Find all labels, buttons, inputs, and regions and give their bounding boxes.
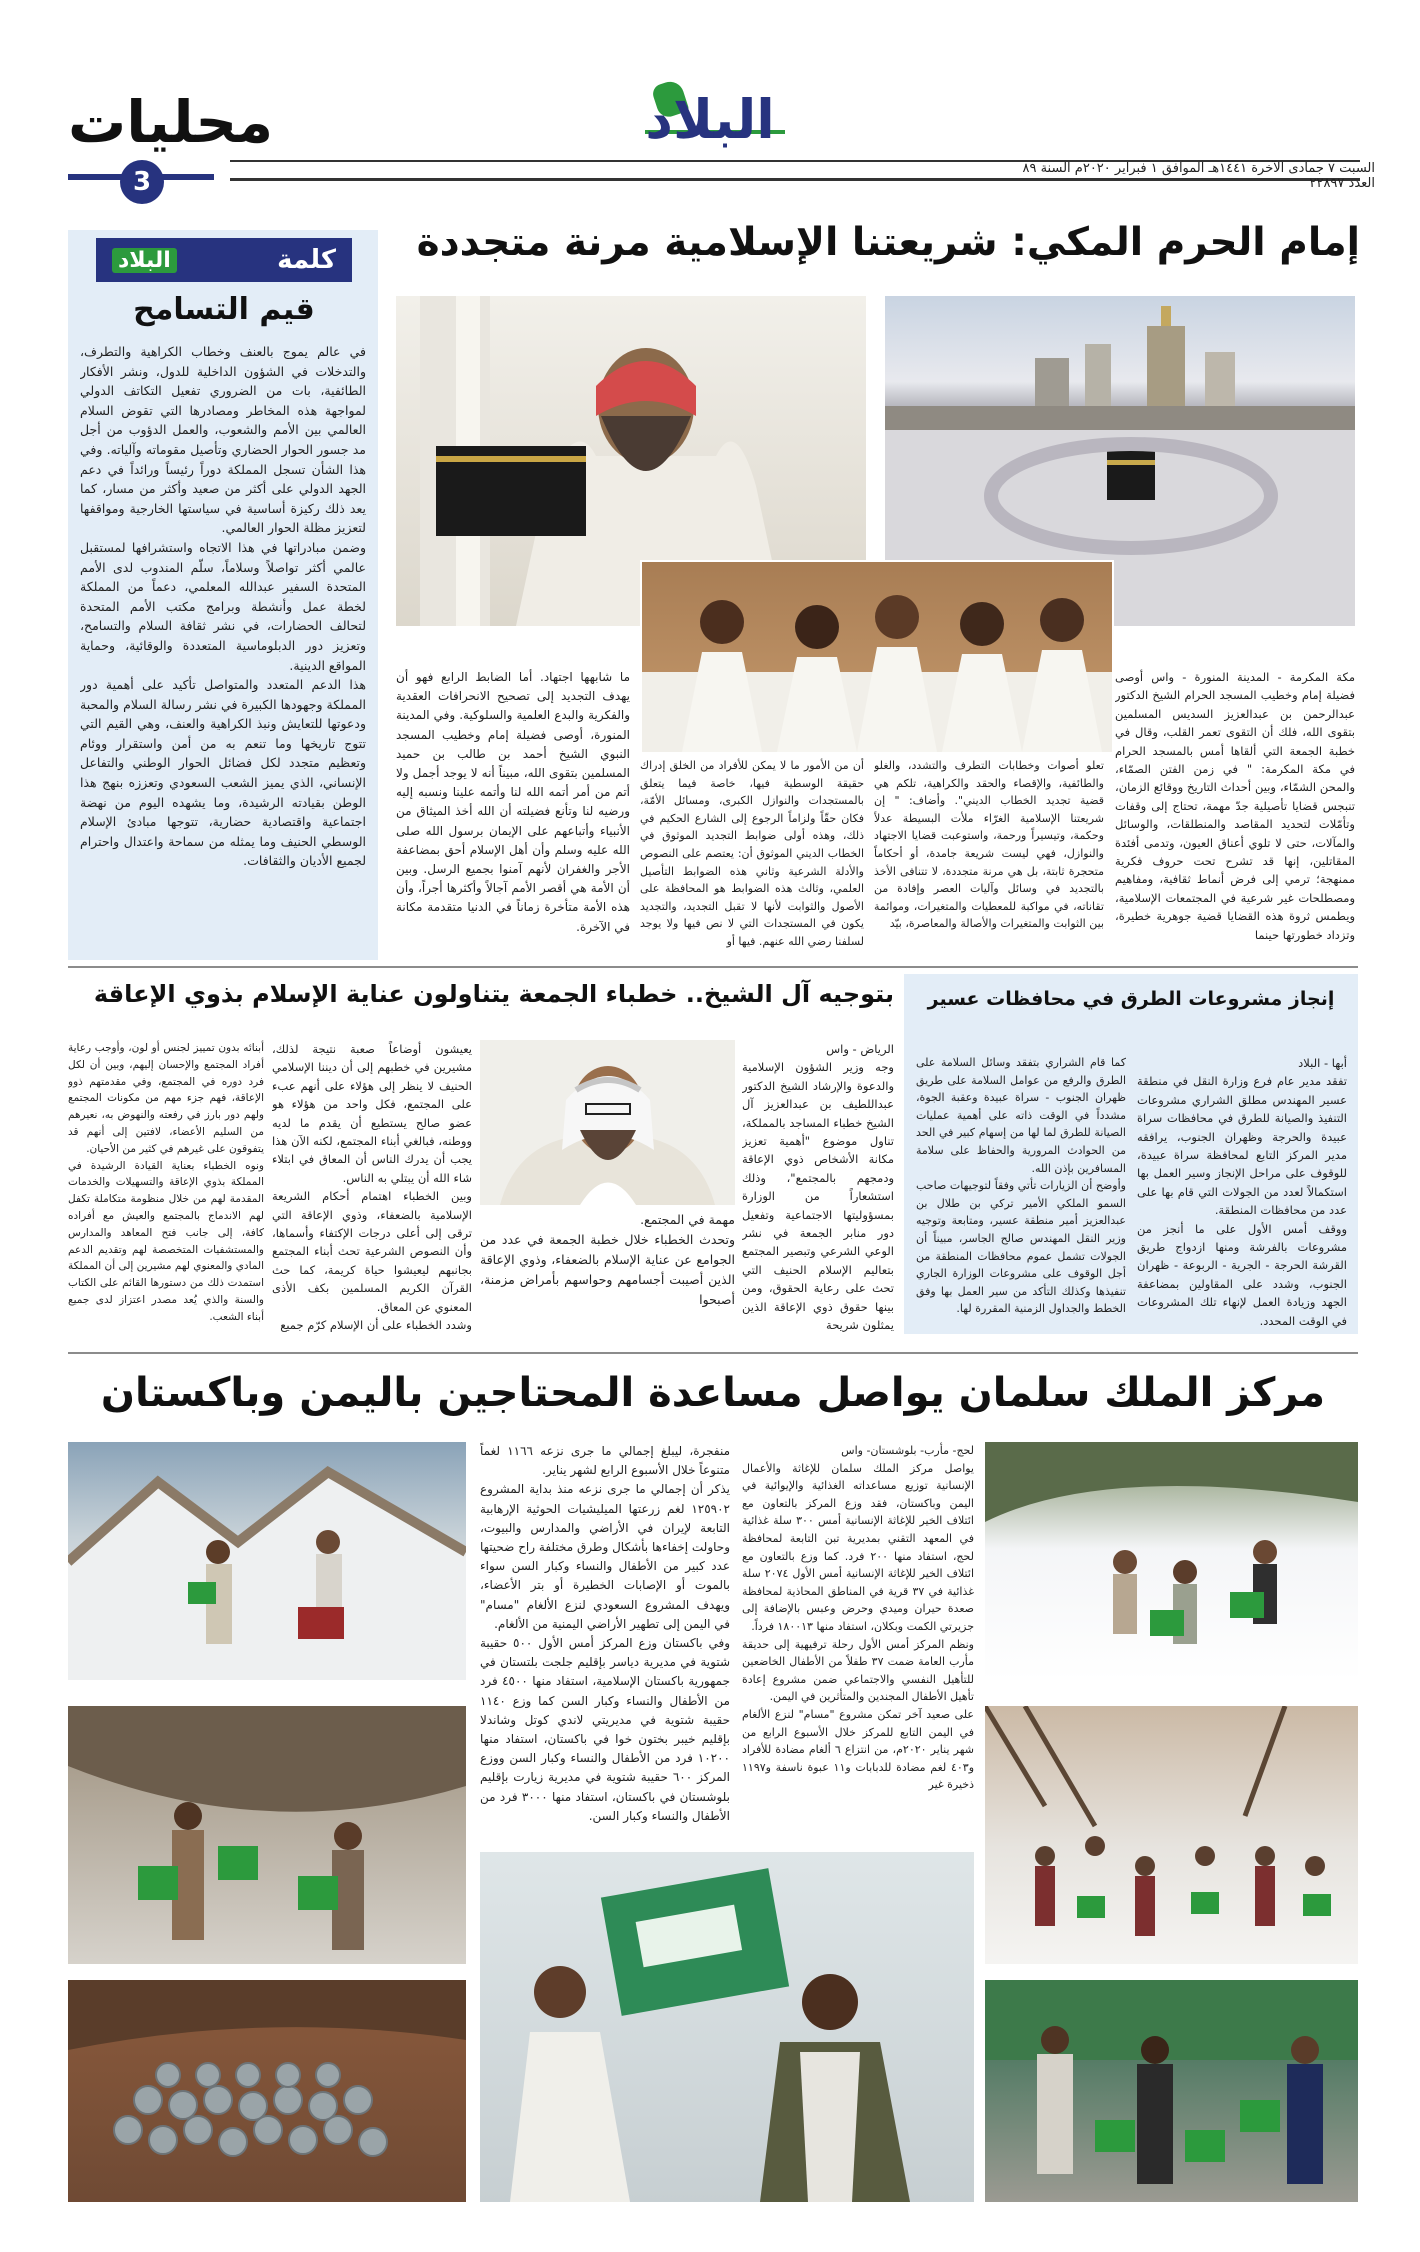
lead-column-3: أن من الأمور ما لا يمكن للأفراد من الخلق إدراك حقيقة الوسطية فيها، خاصة فيما يتعلق بالمستجدات والنوازل الكبرى، ومسائل الأمّة، فكان حقّاً ولزاماً الرجوع إلى الشارع الحكيم في ذلك، وهذه أولى ضوابط التجديد الموثوق في الخطاب الديني الموثوق أن: يعتصم على النصوص والأدلة الشرعية وثاني هذه الضوابط التأصيل العلمي، وثالث هذه الضوابط هو المحافظة على الأصول والثوابت لأنها لا تقبل التجديد، والتجديد يكون في المستجدات التي لا نص فيها ولا يوجد لسلفنا رضي الله عنهم. فيها أو bbox=[640, 759, 864, 948]
sheikh-column-3: يعيشون أوضاعاً صعبة نتيجة لذلك، مشيرين في خطبهم إلى أن ديننا الإسلامي الحنيف لا ينظر إلى هؤلاء على أنهم عبء على المجتمع، فكل واحد من هؤلاء هو عضو صالح يستطيع أن يقدم ما لديه ووطنه، فبالغي أبناء المجتمع، لكنه الآن هذا يجب أن يدرك الناس أن المعاق في ابتلاء شاء الله أن يبتلي به الناس. وبين الخطباء اهتمام أحكام الشريعة الإسلامية بالضعفاء، وذوي الإعاقة التي ترقى إلى أعلى درجات الإكتفاء وأسماها، وأن النصوص الشرعية تحث أبناء المجتمع بجانبهم ليعيشوا حياة كريمة، كما حث القرآن الكريم المسلمين بكف الأذى المعنوي عن المعاق. وشدد الخطباء على أن الإسلام كرّم جميع bbox=[272, 1042, 472, 1333]
landmines-photo bbox=[68, 1980, 466, 2202]
sheikh-portrait bbox=[480, 1040, 735, 1205]
lead-headline: إمام الحرم المكي: شريعتنا الإسلامية مرنة متجددة bbox=[416, 220, 1360, 265]
divider-1 bbox=[68, 966, 1358, 968]
editorial-label: كلمة bbox=[277, 245, 336, 275]
date-line: السبت ٧ جمادى الآخرة ١٤٤١هـ الموافق ١ فبراير ٢٠٢٠م السنة ٨٩ العدد ٢٢٨٩٧ bbox=[1022, 161, 1375, 191]
roads-column-2: كما قام الشراري بتفقد وسائل السلامة على الطرق والرفع من عوامل السلامة على طريق ظهران الجنوب - سراة عبيدة وعقبة الجوة، مشدداً في الوقت ذاته على أهمية عمليات الصيانة للطرق لما لها من إسهام كبير في الحد من الحوادث المرورية والحفاظ على سلامة المسافرين بإذن الله. وأوضح أن الزيارات تأتي وفقاً لتوجيهات صاحب السمو الملكي الأمير تركي بن طلال بن عبدالعزيز أمير منطقة عسير، ومتابعة وتوجيه وزير النقل المهندس صالح الجاسر، مبيناً أن الجولات تشمل عموم محافظات المنطقة من أجل الوقوف على مشروعات الوزارة الجاري تنفيذها وكذلك التأكد من سير العمل بها وفق الخطط والجداول الزمنية المقررة لها. bbox=[916, 1056, 1126, 1316]
ksrelief-column-2: منفجرة، ليبلغ إجمالي ما جرى نزعه ١١٦٦ لغماً متنوعاً خلال الأسبوع الرابع لشهر يناير. يذكر أن إجمالي ما جرى نزعه منذ بداية المشروع ١٢٥٩٠٢ لغم زرعتها الميليشيات الحوثية الإرهابية التابعة لإيران في الأراضي والمدارس والبيوت، وحاولت إخفاءها بأشكال وطرق مختلفة راح ضحيتها عدد كبير من الأطفال والنساء وكبار السن سواء بالموت أو الإصابات الخطيرة أو بتر الأعضاء، ويهدف المشروع السعودي لنزع الألغام "مسام" في اليمن إلى تطهير الأراضي اليمنية من الألغام. وفي باكستان وزع المركز أمس الأول ٥٠٠ حقيبة شتوية في مديرية دياسر بإقليم جلجت بلتستان في جمهورية باكستان الإسلامية، استفاد منها ٤٥٠٠ فرد من الأطفال والنساء وكبار السن كما وزع ١١٤٠ حقيبة شتوية في مديريتي لاندي كوتل وشاندلا بإقليم خيبر بختون خوا في باكستان، استفاد منها ١٠٢٠٠ فرد من الأطفال والنساء وكبار السن ووزع المركز ٦٠٠ حقيبة شتوية في مديرية زيارت بإقليم بلوشستان في باكستان، استفاد منها ٣٠٠٠ فرد من الأطفال والنساء وكبار السن. bbox=[480, 1444, 730, 1823]
ksrelief-column-1: لحج- مأرب- بلوشستان- واس يواصل مركز الملك سلمان للإغاثة والأعمال الإنسانية توزيع مساعداته الغذائية والإيوائية في اليمن وباكستان، فقد وزع المركز بالتعاون مع ائتلاف الخير للإغاثة الإنسانية أمس ٣٠٠ سلة غذائية في المعهد التقني بمديرية تبن التابعة لمحافظة لحج، استفاد منها ٢٠٠ فرد. كما وزع بالتعاون مع ائتلاف الخير للإغاثة الإنسانية أمس الأول ٢٠٧٤ سلة غذائية في ٣٧ قرية في المناطق المحاذية لمحافظة صعدة حيران وميدي وحرض وعبس بالإضافة إلى جزيرتي الكمت وبكلان، استفاد منها ١٨٠٠١٣ فرداً. ونظم المركز أمس الأول رحلة ترفيهية إلى حديقة مأرب العامة ضمت ٣٧ طفلاً من الأطفال الخاضعين للتأهيل النفسي والاجتماعي ضمن مشروع إعادة تأهيل الأطفال المجندين والمتأثرين في اليمن. على صعيد آخر تمكن مشروع "مسام" لنزع الألغام في اليمن التابع للمركز خلال الأسبوع الرابع من شهر يناير ٢٠٢٠م، من انتزاع ٦ ألغام مضادة للأفراد و٤٠٣ لغم مضادة للدبابات و١١ عبوة ناسفة و١١٩٧ ذخيرة غير bbox=[742, 1444, 974, 1792]
aid-distribution-scene bbox=[985, 1980, 1358, 2202]
sheikh-column-1: الرياض - واس وجه وزير الشؤون الإسلامية والدعوة والإرشاد الشيخ الدكتور عبداللطيف بن عبدالعزيز آل الشيخ خطباء المساجد بالمملكة، تناول موضوع "أهمية تعزيز مكانة الأشخاص ذوي الإعاقة ودمجهم بالمجتمع"، وذلك استشعاراً من الوزارة بمسؤوليتها الاجتماعية وتفعيل دور منابر الجمعة في نشر الوعي الشرعي وتبصير المجتمع بتعاليم الإسلام الحنيف التي تحث على رعاية الحقوق، ومن بينها حقوق ذوي الإعاقة الذين يمثلون شريحة bbox=[742, 1042, 894, 1333]
editorial-body: في عالم يموج بالعنف وخطاب الكراهية والتطرف، والتدخلات في الشؤون الداخلية للدول، ونشر الأفكار الطائفية، بات من الضروري تفعيل التكاتف الدولي لمواجهة هذه المخاطر ومصادرها التي تقوض السلام العالمي بين الأمم والشعوب، والعمل الدؤوب من أجل مد جسور الحوار الحضاري وتأصيل مقوماته وآلياته. وفي هذا الشأن تسجل المملكة دوراً رئيساً ورائداً في دعم الجهد الدولي على أكثر من صعيد وأكثر من مسار، كما يعد ذلك ركيزة أساسية في سياستها الخارجية ومواقفها لتعزيز مظلة الحوار العالمي. وضمن مبادراتها في هذا الاتجاه واستشرافها لمستقبل عالمي أكثر تواصلاً وسلاماً، سلّم المندوب لدى الأمم المتحدة السفير عبدالله المعلمي، دعماً من المملكة لخطة عمل وأنشطة وبرامج مكتب الأمم المتحدة لتحالف الحضارات، في نشر ثقافة السلام والتسامح، وتعزيز دور الدبلوماسية المتعددة والوقائية، وحماية المواقع الدينية. هذا الدعم المتعدد والمتواصل تأكيد على أهمية دور المملكة وجهودها الكبيرة في نشر رسالة السلام والمحبة ودعوتها للتعايش ونبذ الكراهية والعنف، وهي القيم التي تتوج تاريخها وما تنعم به من أمن واستقرار ووئام وتعظيم متجدد لكل فضائل الحوار الوطني والتفاعل الإنساني، الذي يميز الشعب السعودي وتعززه بنهج هذا الوطن بقيادته الرشيدة، وما يشهده اليوم من نهضة اجتماعية واقتصادية حضارية، تتوجها مبادئ الإسلام الوسطي الحنيف وما يمثله من سماحة واعتدال واحترام لجميع الأديان والثقافات. bbox=[80, 344, 366, 869]
pilgrims-scene bbox=[642, 562, 1112, 752]
section-title: محليات bbox=[68, 88, 274, 156]
lead-column-2: تعلو أصوات وخطابات التطرف والتشدد، والغلو والطائفية، والإقصاء والحقد والكراهية، تلكم هي قضية تجديد الخطاب الديني". وأضاف: " إن شريعتنا الإسلامية الغرّاء ملأت البسيطة عدلاً وحكمة، وتيسيراً ورحمة، واستوعبت قضايا الاجتهاد والنوازل، فهي ليست شريعة جامدة، أو أحكاماً متحجرة ثابتة، بل هي مرنة متجددة، لا تتنافى الأخذ بالتجديد في وسائل وآليات العصر وإفادة من تقاناته، في مواكبة للمعطيات والمتغيرات، وموائمة بين الثوابت والمتغيرات والأصالة والمعاصرة، بيّد bbox=[874, 759, 1104, 931]
roads-headline: إنجاز مشروعات الطرق في محافظات عسير bbox=[927, 988, 1335, 1010]
sheikh-column-2-text: مهمة في المجتمع. وتحدث الخطباء خلال خطبة الجمعة في عدد من الجوامع عن عناية الإسلام بالضعفاء، وذوي الإعاقة الذين أصيبت أجسامهم وحواسهم بأمراض مزمنة، أصبحوا bbox=[480, 1212, 735, 1307]
editorial-title: قيم التسامح bbox=[133, 292, 315, 327]
sheikh-column-4: أبنائه بدون تمييز لجنس أو لون، وأوجب رعاية أفراد المجتمع والإحسان إليهم، وبين أن لكل فرد دوره في المجتمع، وفي مقدمتهم ذوو الإعاقة، فهم جزء مهم من مكونات المجتمع ولهم دور بارز في رفعته والنهوض به، نعيرهم من السليم الأعضاء، لافتين إلى أنهم قد يتفوقون على غيرهم في كثير من الأحيان. ونوه الخطباء بعناية القيادة الرشيدة في المملكة بذوي الإعاقة والتسهيلات والخدمات المقدمة لهم من خلال منظومة متكاملة تكفل لهم الاندماج بالمجتمع والعيش مع أفراده كافة، إلى جانب فتح المعاهد والمدارس والمستشفيات المتخصصة لهم وتقديم الدعم المادي والمعنوي لهم مشيرين إلى أن المملكة استمدت ذلك من دستورها القائم على الكتاب والسنة والذي يُعد مصدر اعتزاز لدى جميع أبناء الشعب. bbox=[68, 1042, 264, 1323]
snow-aid-scene-1 bbox=[985, 1442, 1358, 1680]
lead-column-1: مكة المكرمة - المدينة المنورة - واس أوصى فضيلة إمام وخطيب المسجد الحرام الشيخ الدكتور عبدالرحمن بن عبدالعزيز السديس المسلمين بتقوى الله، فلك أن التقوى تعمر القلب، وقال في خطبة الجمعة التي ألقاها أمس بالمسجد الحرام في مكة المكرمة: " في زمن الفتن الصمّاء، والمحن الشمّاء، وبين أحداث التاريخ ووقائع الزمان، تنبجس قضايا تأصيلية جدّ مهمة، تحتاج إلى وقفات وتأمّلات لتحديد المقاصد والمنطلقات، والوسائل والمآلات، حتى لا تلوي أعناق العيون، وتدمى أفئدة المقاتلين، إنها قد تشرح تحت حروف فكرية ممنهجة؛ ترمي إلى فرض أنماط ثقافية، ومفاهيم ومصطلحات غير شرعية في المجتمعات الإسلامية، ويطمس ثروة هذه القضايا قضية جوهرية خطيرة، وتزداد خطورتها حينما bbox=[1115, 670, 1355, 942]
aid-distribution-photo bbox=[985, 1980, 1358, 2202]
mountain-carry-photo bbox=[68, 1706, 466, 1964]
ksrelief-headline: مركز الملك سلمان يواصل مساعدة المحتاجين باليمن وباكستان bbox=[100, 1370, 1326, 1416]
editorial-header bbox=[96, 238, 352, 282]
snow-porters-scene bbox=[68, 1442, 466, 1680]
mountain-carry-scene bbox=[68, 1706, 466, 1964]
snow-aid-photo-1 bbox=[985, 1442, 1358, 1680]
editorial-badge: البلاد bbox=[112, 248, 177, 273]
sheikh-portrait-photo bbox=[480, 1040, 735, 1205]
snow-aid-scene-2 bbox=[985, 1706, 1358, 1964]
sheikh-headline: بتوجيه آل الشيخ.. خطباء الجمعة يتناولون عناية الإسلام بذوي الإعاقة bbox=[93, 980, 894, 1008]
snow-aid-photo-2 bbox=[985, 1706, 1358, 1964]
lead-column-4: ما شابهها اجتهاد. أما الضابط الرابع فهو أن يهدف التجديد إلى تصحيح الانحرافات العقدية والفكرية والبدع العلمية والسلوكية. وفي المدينة المنورة، أوصى فضيلة إمام وخطيب المسجد النبوي الشيخ أحمد بن طالب بن حميد المسلمين بتقوى الله، مبيناً أنه لا يوجد أجمل ولا أتم من أمر أتمه الله لنا وأتمه علينا ونسبه إليه ورضيه لنا وتأنع فضيلته أن الله أخذ الميثاق من الأنبياء وأتباعهم على الإيمان برسول الله صلى الله عليه وسلم وأن أهل الإسلام أحق بمضاعفة الأجر والغفران لأنهم آمنوا بجميع الرسل. وبين أن الأمة هي أقصر الأمم آجالاً وأكثرها أجراً، وأن هذه الأمة متأخرة زماناً في الدنيا متقدمة مكانة في الآخرة. bbox=[396, 670, 630, 934]
landmines-scene bbox=[68, 1980, 466, 2202]
pilgrims-praying-photo bbox=[640, 560, 1114, 754]
newspaper-logo: البلاد bbox=[645, 87, 775, 151]
roads-column-1: أبها - البلاد تفقد مدير عام فرع وزارة النقل في منطقة عسير المهندس مطلق الشراري مشروعات التنفيذ والصيانة للطرق في محافظات سراة عبيدة والحرجة وظهران الجنوب، يرافقه مدير المركز التابع لمحافظة سراة عبيدة، للوقوف على مراحل الإنجاز وسير العمل بها استكمالاً لعدد من الجولات التي قام بها على عدد من محافظات المنطقة. ووقف أمس الأول على ما أنجز من مشروعات بالفرشة ومنها ازدواج طريق القرشة الحرجة - الجرية - الربوعة - ظهران الجنوب، وشدد على المقاولين بمضاعفة الجهد وزيادة العمل لإنهاء تلك المشروعات في الوقت المحدد. bbox=[1137, 1056, 1347, 1328]
snow-porters-photo bbox=[68, 1442, 466, 1680]
food-box-handover-photo bbox=[480, 1852, 974, 2202]
divider-2 bbox=[68, 1352, 1358, 1354]
page-number: 3 bbox=[120, 160, 164, 204]
food-box-scene bbox=[480, 1852, 974, 2202]
